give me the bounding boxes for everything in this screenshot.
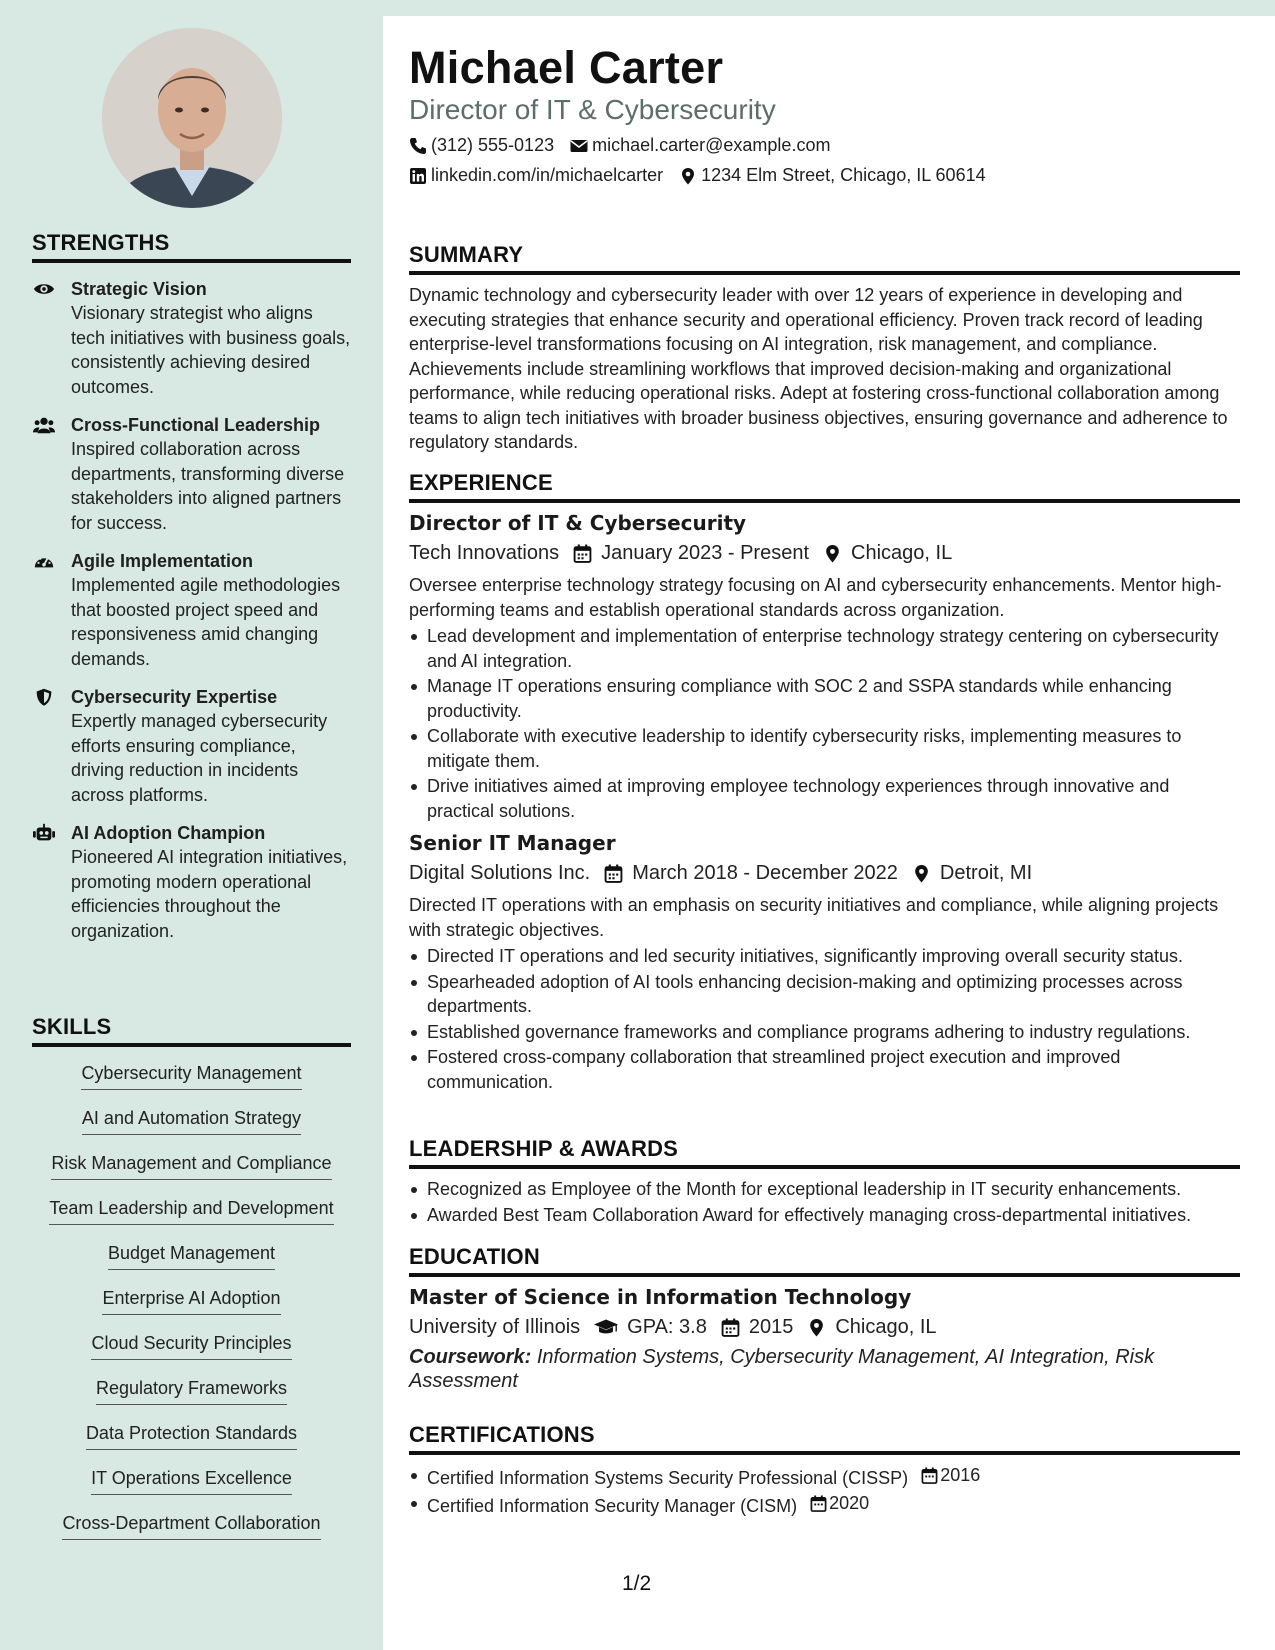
shield-icon (32, 687, 56, 707)
awards-list (409, 1177, 1240, 1227)
school-name: University of Illinois (409, 1316, 581, 1338)
strength-title: Cybersecurity Expertise (71, 687, 278, 707)
job-description: Directed IT operations with an emphasis on security initiatives and compliance, while aligning projects with strategic objectives. (409, 895, 1219, 940)
robot-icon (32, 823, 56, 843)
job-title: Senior IT Manager (409, 831, 616, 855)
certification-item (409, 1491, 1240, 1518)
job-location (912, 862, 1032, 885)
job-bullets (409, 624, 1240, 823)
strengths-title: STRENGTHS (32, 230, 351, 263)
email-text: michael.carter@example.com (592, 135, 831, 155)
strength-item (32, 685, 351, 807)
award-item: Awarded Best Team Collaboration Award for effectively managing cross-departmental initiatives. (409, 1203, 1240, 1228)
skill-item: Budget Management (108, 1241, 275, 1270)
candidate-name: Michael Carter (409, 42, 724, 93)
skill-item: Data Protection Standards (86, 1421, 297, 1450)
certification-name: Certified Information Systems Security Professional (CISSP) (427, 1467, 909, 1488)
job-location-text: Detroit, MI (939, 862, 1033, 884)
job-dates (573, 542, 809, 565)
map-pin-icon (823, 544, 842, 563)
calendar-icon (810, 1495, 827, 1512)
calendar-icon (604, 864, 623, 883)
skills-title: SKILLS (32, 1014, 351, 1047)
job-bullet: Drive initiatives aimed at improving employee technology experiences through innovative and practical solutions. (409, 774, 1240, 823)
contact-row-1 (409, 135, 846, 156)
job-bullet: Fostered cross-company collaboration that streamlined project execution and improved communication. (409, 1045, 1240, 1094)
education-location-text: Chicago, IL (835, 1316, 937, 1338)
job-bullets (409, 944, 1240, 1094)
job-bullet: Collaborate with executive leadership to identify cybersecurity risks, implementing measures to mitigate them. (409, 724, 1240, 773)
candidate-title: Director of IT & Cybersecurity (409, 94, 776, 125)
job-entry (409, 511, 1240, 823)
awards-section (409, 1136, 1240, 1228)
skills-section (32, 1014, 351, 1556)
gpa-text: GPA: 3.8 (627, 1316, 707, 1338)
certifications-title: CERTIFICATIONS (409, 1422, 1240, 1455)
profile-photo (102, 28, 282, 208)
eye-icon (32, 279, 56, 299)
calendar-icon (921, 1467, 938, 1484)
degree-title: Master of Science in Information Technology (409, 1285, 912, 1309)
experience-title: EXPERIENCE (409, 470, 1240, 503)
coursework-text: Information Systems, Cybersecurity Management, AI Integration, Risk Assessment (409, 1346, 1155, 1392)
page-number: 1/2 (622, 1572, 652, 1595)
job-location-text: Chicago, IL (851, 542, 953, 564)
experience-section (409, 470, 1240, 1095)
job-description: Oversee enterprise technology strategy focusing on AI and cybersecurity enhancements. Mentor high-performing teams and establish operational standards across organization. (409, 575, 1222, 620)
strength-title: AI Adoption Champion (71, 823, 266, 843)
education-title: EDUCATION (409, 1244, 1240, 1277)
strength-desc: Pioneered AI integration initiatives, promoting modern operational efficiencies throughout the organization. (71, 847, 348, 941)
job-title: Director of IT & Cybersecurity (409, 511, 747, 535)
coursework-label: Coursework: (409, 1346, 532, 1368)
contact-email[interactable] (570, 135, 830, 156)
skill-item: Cybersecurity Management (81, 1061, 301, 1090)
coursework (409, 1345, 1240, 1393)
strength-title: Strategic Vision (71, 279, 207, 299)
strength-title: Cross-Functional Leadership (71, 415, 321, 435)
strength-title: Agile Implementation (71, 551, 254, 571)
education-year (721, 1316, 794, 1339)
strength-desc: Inspired collaboration across departments, transforming diverse stakeholders into aligned partners for success. (71, 439, 345, 533)
skill-item: Team Leadership and Development (49, 1196, 333, 1225)
award-item: Recognized as Employee of the Month for exceptional leadership in IT security enhancements. (409, 1177, 1240, 1202)
phone-icon (409, 137, 427, 155)
job-entry (409, 831, 1240, 1094)
summary-text: Dynamic technology and cybersecurity leader with over 12 years of experience in developing and executing strategies that enhance security and operational efficiency. Proven track record of leading enterprise-level transformations focusing on AI integration, risk management, and compliance. Achievements include streamlining workflows that improved decision-making and organizational performance, while reducing operational risks. Adept at fostering cross-functional collaboration among teams to align tech initiatives with broader business objectives, ensuring governance and adherence to regulatory standards. (409, 285, 1228, 452)
job-dates-text: March 2018 - December 2022 (632, 862, 898, 884)
strength-desc: Visionary strategist who aligns tech initiatives with business goals, consistently achieving desired outcomes. (71, 303, 351, 397)
skill-item: AI and Automation Strategy (82, 1106, 301, 1135)
skills-list (32, 1061, 351, 1556)
skill-item: Cross-Department Collaboration (62, 1511, 320, 1540)
strength-item (32, 821, 351, 943)
strength-item (32, 277, 351, 399)
skill-item: Enterprise AI Adoption (102, 1286, 280, 1315)
map-pin-icon (912, 864, 931, 883)
certification-year: 2020 (829, 1493, 870, 1514)
skill-item: IT Operations Excellence (91, 1466, 292, 1495)
strength-desc: Implemented agile methodologies that boosted project speed and responsiveness amid changing demands. (71, 575, 341, 669)
skill-item: Regulatory Frameworks (96, 1376, 287, 1405)
graduation-cap-icon (594, 1318, 618, 1337)
certification-date (921, 1463, 980, 1488)
map-pin-icon (679, 167, 697, 185)
job-bullet: Manage IT operations ensuring compliance with SOC 2 and SSPA standards while enhancing productivity. (409, 674, 1240, 723)
job-dates (604, 862, 898, 885)
contact-address (679, 165, 986, 186)
education-year-text: 2015 (748, 1316, 794, 1338)
phone-text: (312) 555-0123 (431, 135, 555, 155)
job-company: Tech Innovations (409, 542, 560, 564)
job-bullet: Established governance frameworks and compliance programs adhering to industry regulations. (409, 1020, 1240, 1045)
awards-title: LEADERSHIP & AWARDS (409, 1136, 1240, 1169)
strength-item (32, 413, 351, 535)
certification-date (810, 1491, 869, 1516)
speedometer-icon (32, 551, 56, 571)
job-bullet: Spearheaded adoption of AI tools enhancing decision-making and optimizing processes across departments. (409, 970, 1240, 1019)
skill-item: Cloud Security Principles (91, 1331, 291, 1360)
strength-item (32, 549, 351, 671)
job-dates-text: January 2023 - Present (601, 542, 810, 564)
job-meta (409, 542, 1240, 565)
certification-year: 2016 (940, 1465, 981, 1485)
certification-item (409, 1463, 1240, 1490)
certifications-list (409, 1463, 1240, 1519)
skill-item: Risk Management and Compliance (51, 1151, 331, 1180)
contact-linkedin[interactable] (409, 165, 663, 186)
job-meta (409, 862, 1240, 885)
summary-title: SUMMARY (409, 242, 1240, 275)
map-pin-icon (807, 1318, 826, 1337)
linkedin-text: linkedin.com/in/michaelcarter (431, 165, 664, 185)
contact-row-2 (409, 165, 1002, 186)
users-icon (32, 415, 56, 435)
certifications-section (409, 1422, 1240, 1520)
contact-phone (409, 135, 554, 156)
linkedin-icon (409, 167, 427, 185)
top-strip (0, 0, 1275, 16)
job-bullet: Lead development and implementation of enterprise technology strategy centering on cybersecurity and AI integration. (409, 624, 1240, 673)
job-bullet: Directed IT operations and led security initiatives, significantly improving overall security status. (409, 944, 1240, 969)
strengths-section (32, 230, 351, 943)
envelope-icon (570, 137, 588, 155)
certification-name: Certified Information Security Manager (CISM) (427, 1496, 798, 1516)
education-meta (409, 1316, 1240, 1339)
calendar-icon (721, 1318, 740, 1337)
job-company: Digital Solutions Inc. (409, 862, 591, 884)
education-location (807, 1316, 936, 1339)
education-section (409, 1244, 1240, 1393)
strength-desc: Expertly managed cybersecurity efforts ensuring compliance, driving reduction in incidents across platforms. (71, 711, 328, 805)
gpa (594, 1316, 707, 1339)
job-location (823, 542, 952, 565)
summary-section (409, 242, 1240, 455)
address-text: 1234 Elm Street, Chicago, IL 60614 (701, 165, 986, 185)
calendar-icon (573, 544, 592, 563)
